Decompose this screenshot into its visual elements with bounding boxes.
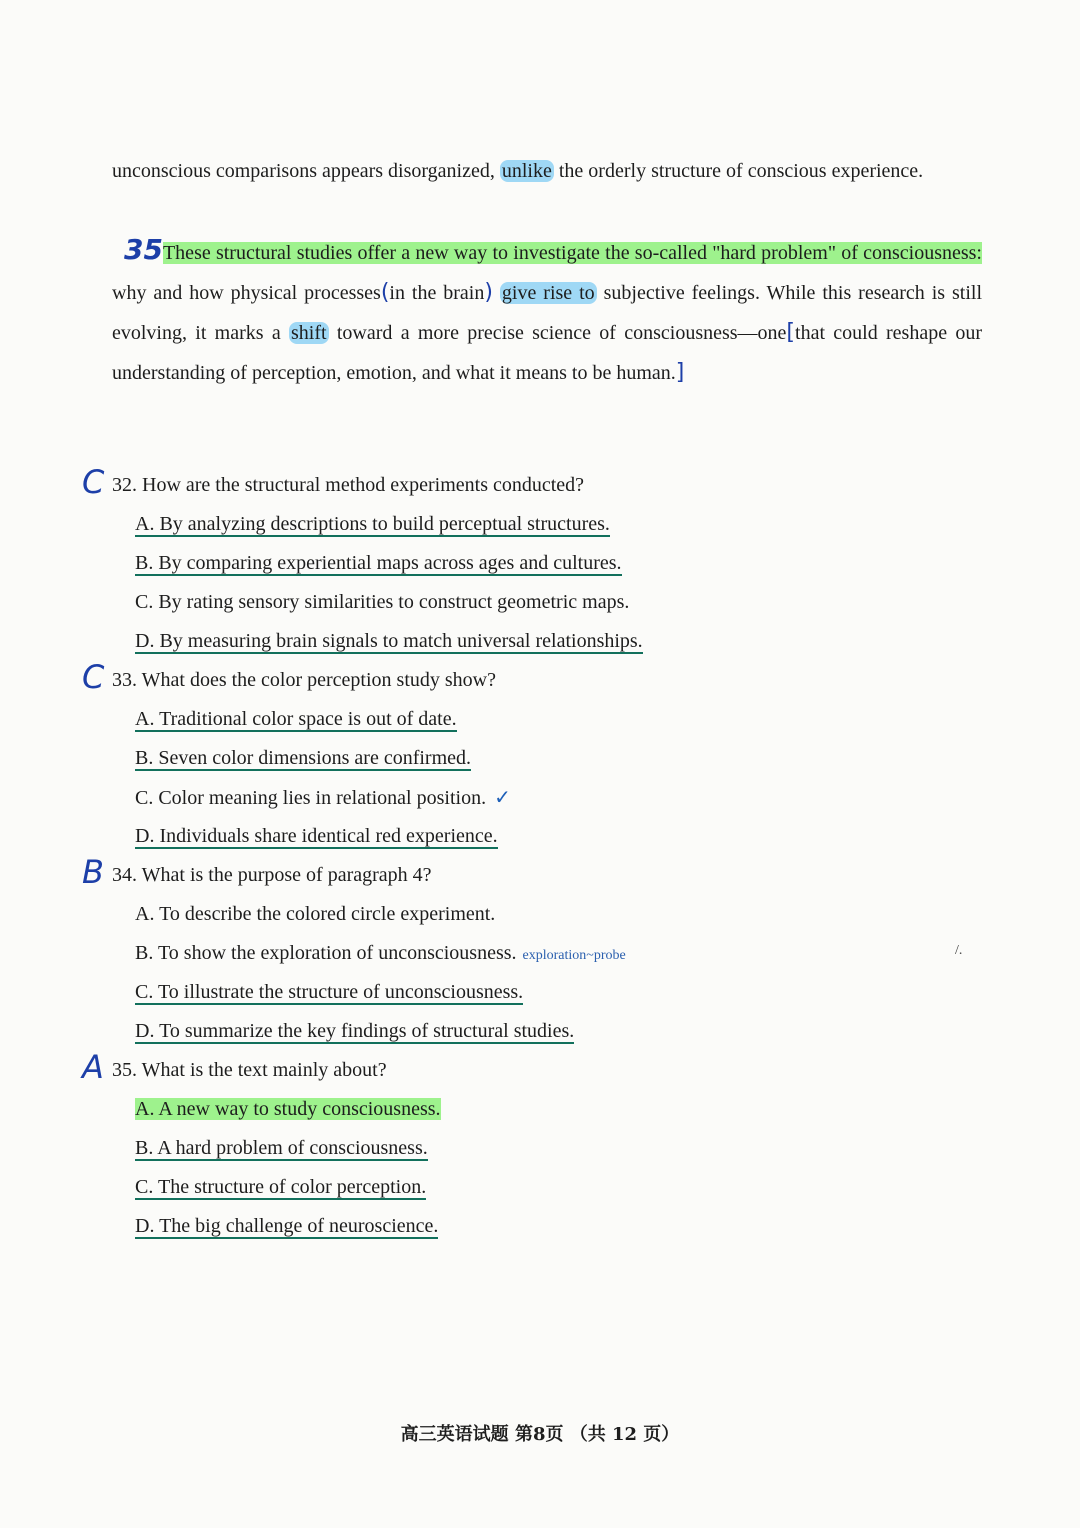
option-d: D. Individuals share identical red experience.	[135, 825, 498, 847]
question-stem: 32. How are the structural method experiments conducted?	[112, 474, 585, 496]
square-bracket-open-icon: [	[786, 320, 796, 345]
option-a: A. To describe the colored circle experiment.	[135, 903, 496, 925]
page-footer: 高三英语试题 第8页 （共 12 页）	[400, 1424, 680, 1445]
question-34	[82, 853, 1012, 1051]
option-b: B. By comparing experiential maps across ages and cultures.	[135, 552, 622, 574]
bracketed-clause: that could reshape our understanding of perception, emotion, and what it means to be human.	[112, 322, 983, 384]
margin-mark-35: 35	[124, 233, 163, 266]
option-c: C. To illustrate the structure of unconsciousness.	[135, 981, 524, 1003]
answer-mark: B	[82, 853, 104, 891]
option-c: C. Color meaning lies in relational position. ✓	[135, 785, 511, 809]
option-b: B. Seven color dimensions are confirmed.	[135, 747, 472, 769]
answer-mark: C	[82, 658, 105, 696]
highlight-topic-sentence: These structural studies offer a new way to investigate the so-called "hard problem" of consciousness:	[162, 242, 982, 264]
passage-text: why and how physical processes	[112, 282, 381, 304]
pen-mark-icon: /.	[955, 943, 963, 958]
answer-mark: A	[82, 1048, 104, 1086]
question-32	[82, 463, 1012, 661]
passage-paragraph-3-end	[112, 152, 982, 191]
option-a: A. A new way to study consciousness.	[135, 1098, 441, 1120]
highlight-give-rise-to: give rise to	[501, 282, 595, 304]
option-a: A. Traditional color space is out of date.	[135, 708, 457, 730]
option-c: C. By rating sensory similarities to construct geometric maps.	[135, 591, 630, 613]
option-d: D. By measuring brain signals to match universal relationships.	[135, 630, 643, 652]
highlight-shift: shift	[291, 322, 327, 344]
answer-mark: C	[82, 463, 105, 501]
passage-text: subjective feelings. While this research is still evolving, it marks a	[112, 282, 983, 344]
option-d: D. To summarize the key findings of structural studies.	[135, 1020, 575, 1042]
question-list	[82, 463, 1012, 1246]
question-35	[82, 1048, 1012, 1246]
highlight-unlike: unlike	[501, 160, 552, 182]
margin-note: exploration~probe	[522, 948, 626, 963]
bracket-close-icon: )	[484, 280, 493, 305]
question-stem: 35. What is the text mainly about?	[112, 1059, 387, 1081]
option-c: C. The structure of color perception.	[135, 1176, 427, 1198]
bracketed-phrase: in the brain	[389, 282, 485, 304]
checkmark-icon: ✓	[494, 785, 511, 809]
passage-text: unconscious comparisons appears disorganized,	[112, 160, 495, 182]
option-d: D. The big challenge of neuroscience.	[135, 1215, 439, 1237]
passage-text: toward a more precise science of consciousness—one	[336, 322, 787, 344]
option-b: B. A hard problem of consciousness.	[135, 1137, 428, 1159]
square-bracket-close-icon: ]	[675, 360, 685, 385]
question-33	[82, 658, 1012, 856]
question-stem: 34. What is the purpose of paragraph 4?	[112, 864, 432, 886]
option-a: A. By analyzing descriptions to build perceptual structures.	[135, 513, 610, 535]
passage-paragraph-5	[112, 230, 982, 393]
question-stem: 33. What does the color perception study show?	[112, 669, 496, 691]
passage-text: the orderly structure of conscious experience.	[558, 160, 924, 182]
option-b: B. To show the exploration of unconsciousness. exploration~probe	[135, 942, 626, 964]
bracket-open-icon: (	[380, 280, 390, 305]
